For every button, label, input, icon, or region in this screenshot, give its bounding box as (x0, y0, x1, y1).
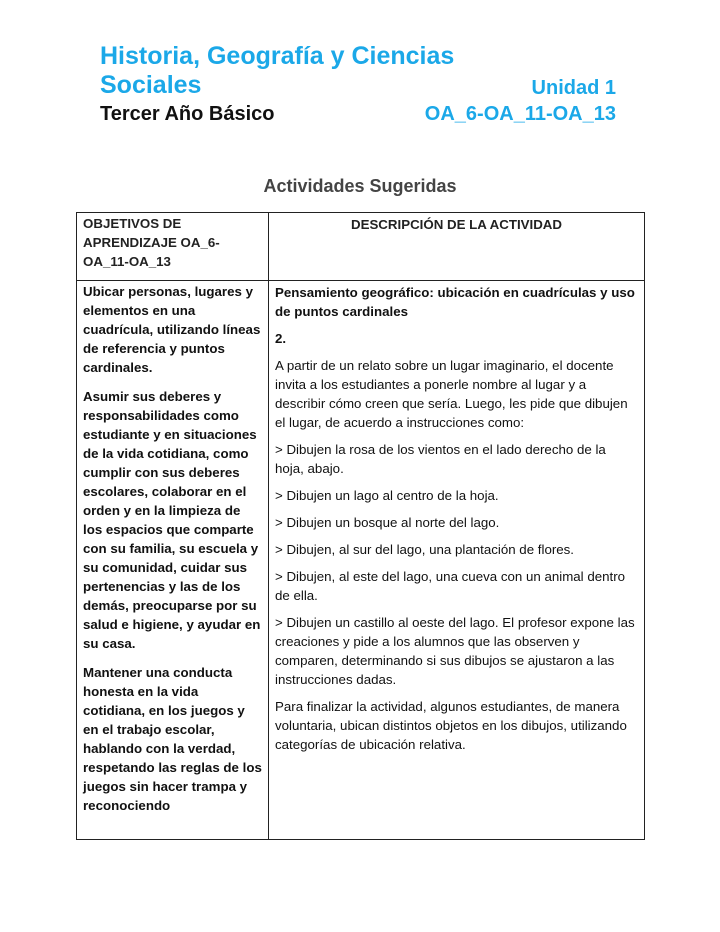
activity-instruction: > Dibujen, al sur del lago, una plantación de flores. (275, 542, 575, 557)
activity-instruction: > Dibujen un bosque al norte del lago. (275, 515, 500, 530)
activity-paragraph: A partir de un relato sobre un lugar imaginario, el docente invita a los estudiantes a ponerle nombre al lugar y a describir cómo creen que sería. Luego, les pide que dibujen el lugar, de acuerdo a instrucciones como: (275, 358, 628, 430)
activity-instruction: > Dibujen la rosa de los vientos en el lado derecho de la hoja, abajo. (275, 442, 606, 476)
oa-codes: OA_6-OA_11-OA_13 (424, 103, 616, 125)
objective-item: Asumir sus deberes y responsabilidades como estudiante y en situaciones de la vida cotidiana, como cumplir con sus deberes escolares, colaborar en el orden y en la limpieza de los espacios que comparte con su familia, su escuela y su comunidad, cuidar sus pertenencias y las de los demás, preocuparse por su salud e higiene, y ayudar en su casa. (83, 389, 261, 651)
grade-row (100, 102, 616, 126)
activity-instruction: > Dibujen un lago al centro de la hoja. (275, 488, 499, 503)
objective-item: Mantener una conducta honesta en la vida cotidiana, en los juegos y en el trabajo escolar, hablando con la verdad, respetando las reglas de los juegos sin hacer trampa y reconociendo (83, 665, 262, 813)
activities-table (76, 212, 645, 840)
objective-item: Ubicar personas, lugares y elementos en una cuadrícula, utilizando líneas de referencia y puntos cardinales. (83, 284, 261, 375)
activity-instruction: > Dibujen, al este del lago, una cueva con un animal dentro de ella. (275, 569, 626, 603)
activity-title: Pensamiento geográfico: ubicación en cuadrículas y uso de puntos cardinales (275, 285, 635, 319)
table-row (77, 281, 645, 840)
activity-instruction: > Dibujen un castillo al oeste del lago. El profesor expone las creaciones y pide a los alumnos que las observen y comparen, determinando si sus dibujos se ajustaron a las instrucciones dadas. (275, 615, 635, 687)
document-header (100, 42, 616, 126)
subject-unit-row (100, 71, 616, 100)
subject-title-line2: Sociales (100, 71, 202, 99)
table-header-row (77, 213, 645, 281)
subject-title-line1: Historia, Geografía y Ciencias (100, 42, 455, 70)
section-title: Actividades Sugeridas (263, 176, 457, 196)
unit-label: Unidad 1 (531, 77, 616, 99)
activity-paragraph: Para finalizar la actividad, algunos estudiantes, de manera voluntaria, ubican distintos objetos en los dibujos, utilizando categorías de ubicación relativa. (275, 699, 627, 752)
activity-cell (269, 281, 645, 840)
grade-label: Tercer Año Básico (100, 103, 275, 125)
objectives-header: OBJETIVOS DE APRENDIZAJE OA_6-OA_11-OA_13 (77, 213, 269, 281)
objectives-cell (77, 281, 269, 840)
activity-number: 2. (275, 331, 287, 346)
description-header: DESCRIPCIÓN DE LA ACTIVIDAD (269, 213, 645, 281)
